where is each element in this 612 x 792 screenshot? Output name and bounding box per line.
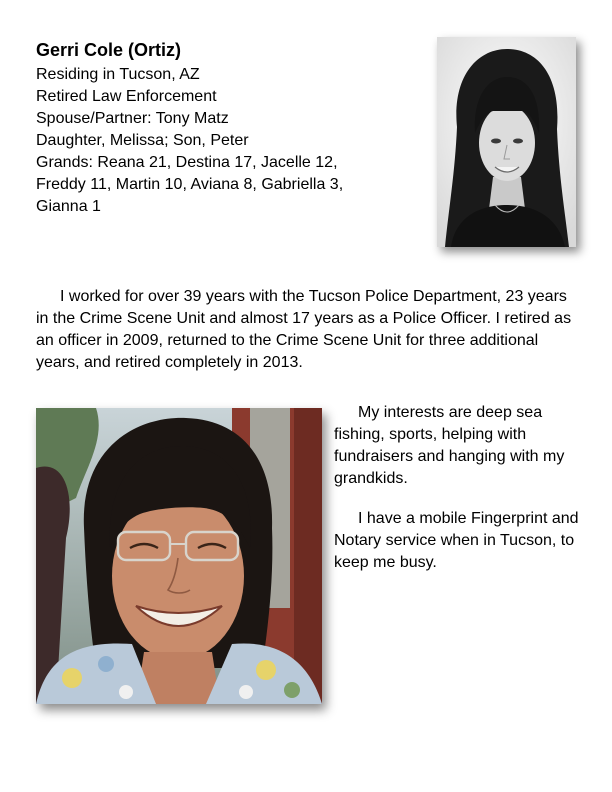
career-paragraph — [36, 286, 576, 374]
interests-text: My interests are deep sea fishing, sports, helping with fundraisers and hanging with my grandkids. — [334, 404, 565, 487]
profile-name: Gerri Cole (Ortiz) — [36, 40, 182, 60]
yearbook-photo — [437, 37, 576, 247]
career-text: I worked for over 39 years with the Tucson Police Department, 23 years in the Crime Scene Unit and almost 17 years as a Police Officer. I retired as an officer in 2009, returned to the Crime Scene Unit for three additional years, and retired completely in 2013. — [36, 288, 572, 371]
service-paragraph — [334, 508, 584, 574]
grandchildren-line-1: Grands: Reana 21, Destina 17, Jacelle 12, — [36, 154, 338, 171]
spouse-line: Spouse/Partner: Tony Matz — [36, 110, 229, 127]
service-text: I have a mobile Fingerprint and Notary service when in Tucson, to keep me busy. — [334, 510, 579, 571]
occupation-line: Retired Law Enforcement — [36, 88, 217, 105]
grandchildren-line-2: Freddy 11, Martin 10, Aviana 8, Gabriella 3, — [36, 176, 344, 193]
recent-photo — [36, 408, 322, 704]
interests-paragraph — [334, 402, 584, 490]
profile-details — [36, 64, 406, 218]
residence-line: Residing in Tucson, AZ — [36, 66, 200, 83]
grandchildren-line-3: Gianna 1 — [36, 198, 101, 215]
children-line: Daughter, Melissa; Son, Peter — [36, 132, 249, 149]
